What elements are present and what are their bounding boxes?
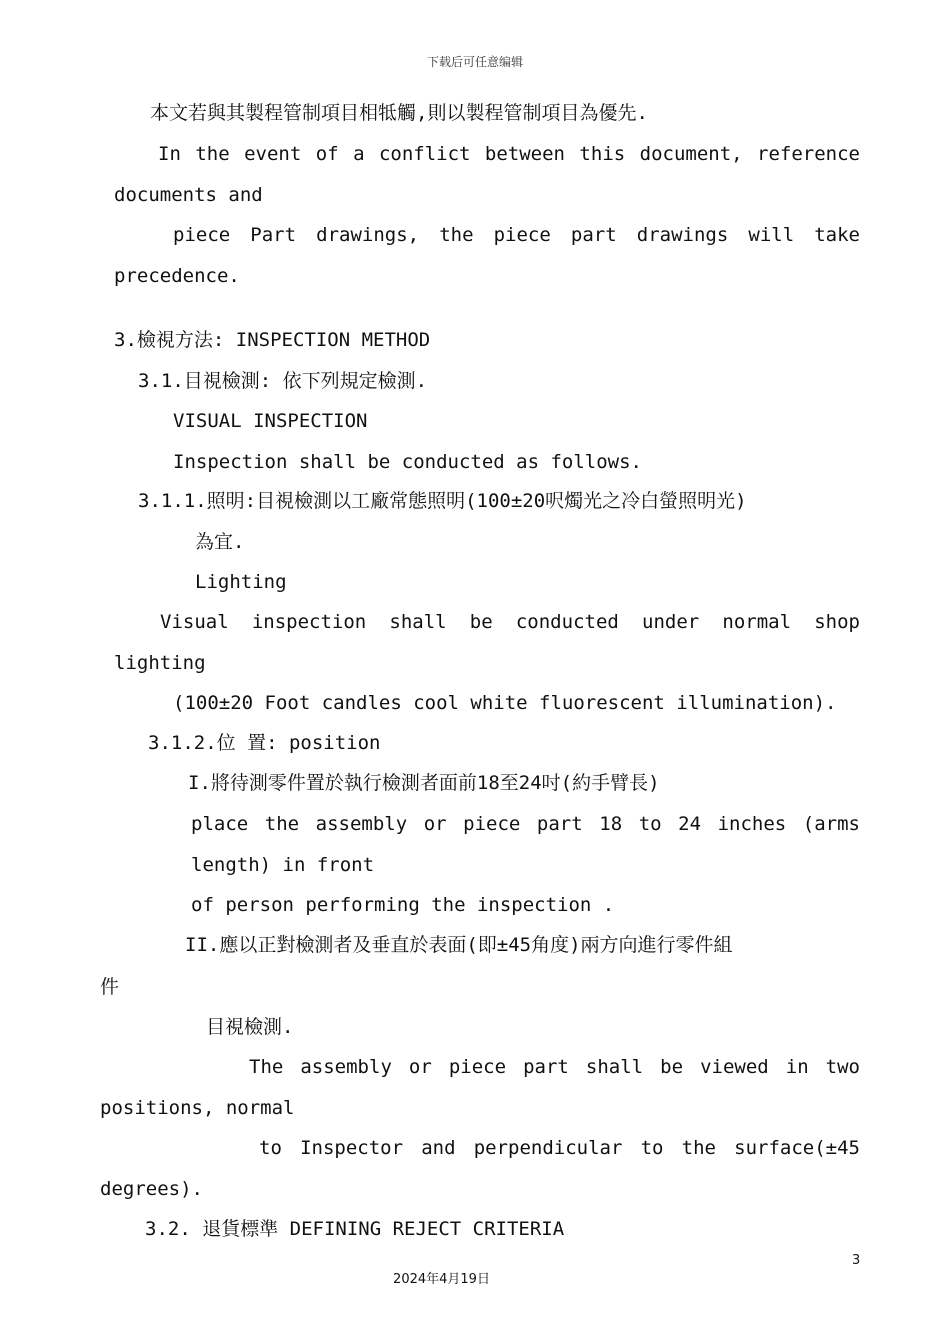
text-line: 本文若與其製程管制項目相牴觸,則以製程管制項目為優先.	[150, 102, 648, 124]
text-line: VISUAL INSPECTION	[173, 410, 368, 432]
text-line: In the event of a conflict between this document, reference	[158, 143, 860, 165]
text-line: 件	[100, 976, 120, 998]
text-line: 為宜.	[195, 531, 245, 553]
text-line: (100±20 Foot candles cool white fluorescent illumination).	[173, 692, 837, 714]
text-line: place the assembly or piece part 18 to 24 inches (arms	[191, 813, 860, 835]
text-line: Visual inspection shall be conducted under normal shop	[160, 611, 860, 633]
text-line: length) in front	[191, 854, 375, 876]
text-line: I.將待測零件置於執行檢測者面前18至24吋(約手臂長)	[188, 772, 660, 794]
subsection-heading: 3.1.1.照明:目視檢測以工廠常態照明(100±20呎燭光之冷白螢照明光)	[138, 490, 747, 512]
text-line: of person performing the inspection .	[191, 894, 615, 916]
text-line: piece Part drawings, the piece part drawings will take	[173, 224, 860, 246]
subsection-heading: 3.1.目視檢測: 依下列規定檢測.	[138, 370, 428, 392]
subsection-heading: 3.2. 退貨標準 DEFINING REJECT CRITERIA	[145, 1218, 565, 1240]
text-line: The assembly or piece part shall be viewed in two	[249, 1056, 860, 1078]
page-header: 下载后可任意编辑	[426, 55, 523, 69]
section-heading: 3.檢視方法: INSPECTION METHOD	[114, 329, 431, 351]
text-line: 目視檢測.	[206, 1016, 294, 1038]
text-line: to Inspector and perpendicular to the surface(±45	[259, 1137, 860, 1159]
text-line: II.應以正對檢測者及垂直於表面(即±45角度)兩方向進行零件組	[185, 934, 733, 956]
text-line: lighting	[114, 652, 206, 674]
footer-date: 2024年4月19日	[393, 1272, 490, 1287]
text-line: degrees).	[100, 1178, 203, 1200]
text-line: Lighting	[195, 571, 287, 593]
text-line: positions, normal	[100, 1097, 295, 1119]
text-line: precedence.	[114, 265, 240, 287]
page-number: 3	[852, 1253, 861, 1268]
text-line: Inspection shall be conducted as follows.	[173, 451, 642, 473]
text-line: documents and	[114, 184, 263, 206]
subsection-heading: 3.1.2.位 置: position	[148, 732, 381, 754]
